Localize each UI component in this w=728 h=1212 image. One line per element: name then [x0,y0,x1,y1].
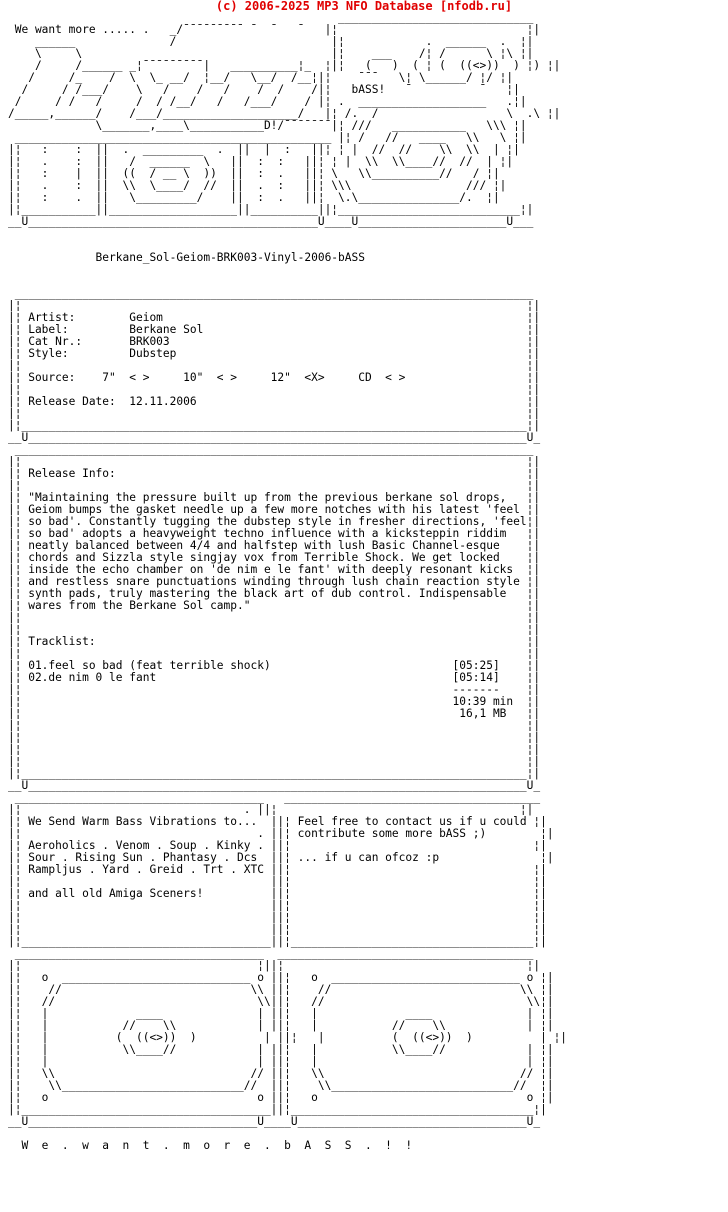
nfodb-copyright-header: (c) 2006-2025 MP3 NFO Database [nfodb.ru] [215,0,513,13]
nfo-ascii-text: _____________________________ We want more ..... . _/¯¯¯¯¯¯¯¯¯ ¯ ¯ ¯ |¦ ¦| ______ / |¦ . ______ . ¦| \ \ |¦ ___ /¦ / \ ¦\ ¦| / /______ _¦¯¯¯¯¯¯¯¯¯| __________¦_ ¦|¦ ( ) ( ¦ ( ((<>)) ) ¦) ¦| / /_ / \ \_ __/ ¦__/ \__/ /__¦|¦ ¯¯¯ \¦ \______/ ¦/ ¦| / / /___/ \ / / / / / /|¦ bASS! ¯ ¯ ¦| / / / / / / /__/ / /___/ / |¦ . ___________________ .¦| /_____,______/ /___/____________________/ |¦ /. / \ .\ ¦| \_______,____\___________D!/¯¯¯¯¯¯¯|¦ /// ___________ \\\ ¦| _______________________________________________ |¦ / // ____ \\ \ ¦| |¦ : : || . _________ . || | : ||¦ ¦ | // // \\ \\ | ¦| |¦ . : || / ______ \ || : : ||¦ ¦ | \\ \\____// // | ¦| |¦ : | || (( / __ \ )) || : . ||¦ \ \\__________// / ¦| |¦ . : || \\ \____/ // || . : ||¦ \\\ /// ¦| |¦ : . || \_________/ || : . ||¦ \.\_______________/. ¦| |¦___________||___________________||__________||¦___________________________¦| __U___________________________________________U____U______________________U___ Berkane_Sol-Geiom-BRK003-Vinyl-2006-bASS _____________________________________________________________________________ |¦ ¦| |¦ Artist: Geiom ¦| |¦ Label: Berkane Sol ¦| |¦ Cat Nr.: BRK003 ¦| |¦ Style: Dubstep ¦| |¦ ¦| |¦ Source: 7" < > 10" < > 12" <X> CD < > ¦| |¦ ¦| |¦ Release Date: 12.11.2006 ¦| |¦ ¦| |¦___________________________________________________________________________¦| __U__________________________________________________________________________U_ _____________________________________________________________________________ |¦ ¦| |¦ Release Info: ¦| |¦ ¦| |¦ "Maintaining the pressure built up from the previous berkane sol drops, ¦| |¦ Geiom bumps the gasket needle up a few more notches with his latest 'feel ¦| |¦ so bad'. Constantly tugging the dubstep style in fresher directions, 'feel¦| |¦ so bad' adopts a heavyweight techno influence with a kicksteppin riddim ¦| |¦ neatly balanced between 4/4 and halfstep with lush Basic Channel-esque ¦| |¦ chords and Sizzla style singjay vox from Terrible Shock. We get locked ¦| |¦ inside the echo chamber on 'de nim e le fant' with deeply resonant kicks ¦| |¦ and restless snare punctuations winding through lush chain reaction style ¦| |¦ synth pads, truly mastering the black art of dub control. Indispensable ¦| |¦ wares from the Berkane Sol camp." ¦| |¦ ¦| |¦ ¦| |¦ Tracklist: ¦| |¦ ¦| |¦ 01.feel so bad (feat terrible shock) [05:25] ¦| |¦ 02.de nim 0 le fant [05:14] ¦| |¦ ------- ¦| |¦ 10:39 min ¦| |¦ 16,1 MB ¦| |¦ ¦| |¦ ¦| |¦ ¦| |¦ ¦| |¦___________________________________________________________________________¦| __U__________________________________________________________________________U_ _____________________________________ ______________________________________ |¦ . ||¦ ¦| |¦ We Send Warm Bass Vibrations to... ||¦ Feel free to contact us if u could ¦| |¦ . ||¦ contribute some more bASS ;) ¦| |¦ Aeroholics . Venom . Soup . Kinky . ||¦ ¦| |¦ Sour . Rising Sun . Phantasy . Dcs ||¦ ... if u can ofcoz :p ¦| |¦ Rampljus . Yard . Greid . Trt . XTC ||¦ ¦| |¦ ||¦ ¦| |¦ and all old Amiga Sceners! ||¦ ¦| |¦ ||¦ ¦| |¦ ||¦ ¦| |¦ ||¦ ¦| |¦_____________________________________||¦____________________________________¦| _____________________________________ ______________________________________ |¦ ¦||¦ ¦| |¦ o ____________________________ o ||¦ o ____________________________ o ¦| |¦ // \\ ||¦ // \\ ¦| |¦ // \\||¦ // \\¦| |¦ | ____ | ||¦ | ____ | ¦| |¦ | // \\ | ||¦ | // \\ | ¦| |¦ | ( ((<>)) ) | ||¦ | ( ((<>)) ) | ¦| |¦ | \\____// | ||¦ | \\____// | ¦| |¦ | | ||¦ | | ¦| |¦ \\ // ||¦ \\ // ¦| |¦ \\___________________________// ||¦ \\___________________________// ¦| |¦ o o ||¦ o o ¦| |¦_____________________________________||¦____________________________________¦| __U__________________________________U____U__________________________________U_ W e . w a n t . m o r e . b A S S . ! ! [8,11,568,1152]
